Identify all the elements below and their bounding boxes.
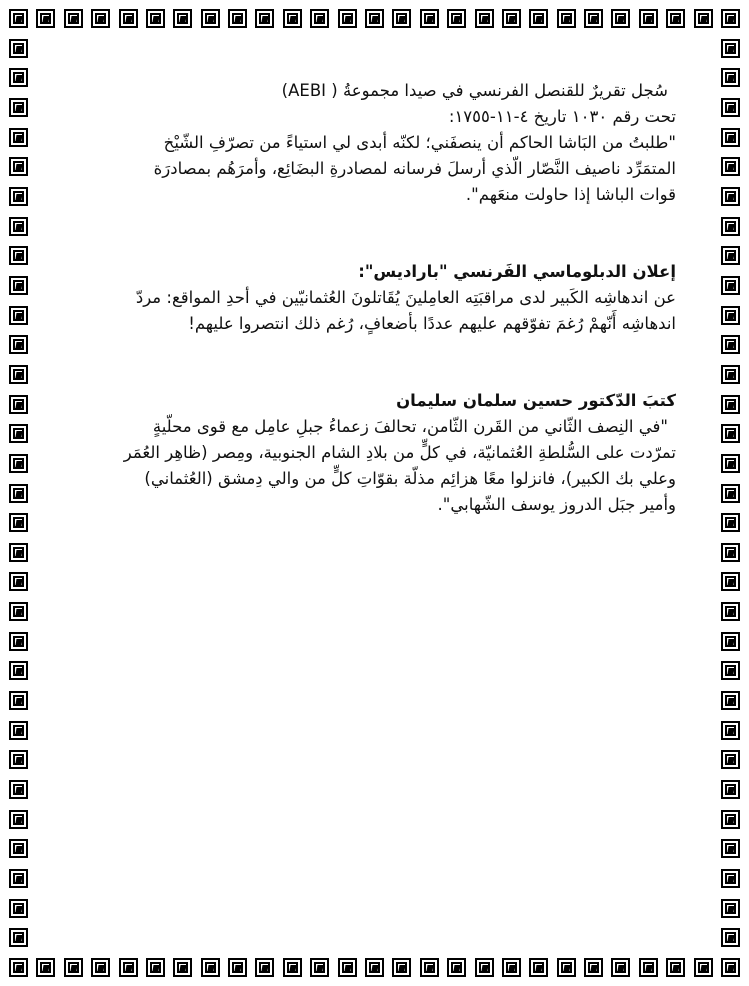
border-tile [475,9,494,28]
border-tile [721,128,740,147]
border-tile [9,9,28,28]
border-tile [146,9,165,28]
border-tile [91,958,110,977]
border-tile [9,217,28,236]
book-quote-line: وأمير جبَل الدروز يوسف الشّهابي". [437,495,676,514]
border-tile [9,454,28,473]
border-tile [721,157,740,176]
border-tile [228,958,247,977]
border-tile [721,661,740,680]
book-quote-line: تمرّدت على السُّلطةِ العُثمانيّة، في كلٍّ من بلادِ الشام الجنوبية، ومِصر (ظاهِر العُمَر [123,443,676,462]
border-tile [721,395,740,414]
border-tile [283,958,302,977]
border-tile [721,306,740,325]
border-tile [721,276,740,295]
border-tile [666,958,685,977]
border-tile [9,513,28,532]
border-tile [9,869,28,888]
border-tile [721,750,740,769]
border-tile [9,632,28,651]
report-source-line: سُجل تقريرٌ للقنصل الفرنسي في صيدا مجموعةُ ( AEBI) [281,81,668,100]
border-tile [721,365,740,384]
border-tile [721,810,740,829]
border-tile [36,958,55,977]
border-tile [721,869,740,888]
border-tile [9,839,28,858]
border-tile [338,9,357,28]
border-tile [119,958,138,977]
border-tile [721,484,740,503]
border-tile [119,9,138,28]
border-tile [666,9,685,28]
border-tile [502,958,521,977]
border-tile [9,187,28,206]
border-tile [721,513,740,532]
border-tile [173,958,192,977]
consul-report-section [70,78,676,208]
border-tile [721,98,740,117]
border-tile [9,691,28,710]
border-tile [721,543,740,562]
border-tile [721,246,740,265]
border-tile [283,9,302,28]
border-tile [639,9,658,28]
border-tile [201,958,220,977]
book-section [70,388,676,518]
consul-quote-line: قوات الباشا إذا حاولت منعَهم". [465,185,676,204]
border-tile [9,543,28,562]
border-tile [9,958,28,977]
border-tile [365,958,384,977]
border-tile [721,39,740,58]
border-tile [721,721,740,740]
document-body [70,78,676,518]
border-tile [9,750,28,769]
border-tile [310,9,329,28]
border-tile [721,217,740,236]
border-tile [9,98,28,117]
border-tile [611,958,630,977]
border-tile [9,484,28,503]
border-tile [557,9,576,28]
border-tile [9,899,28,918]
border-tile [255,9,274,28]
border-tile [721,187,740,206]
border-tile [36,9,55,28]
border-tile [9,246,28,265]
border-tile [310,958,329,977]
border-tile [721,899,740,918]
border-tile [64,9,83,28]
border-tile [721,632,740,651]
border-tile [475,958,494,977]
border-tile [721,454,740,473]
border-tile [9,661,28,680]
border-tile [9,128,28,147]
border-tile [392,958,411,977]
border-tile [420,958,439,977]
border-tile [9,602,28,621]
border-tile [228,9,247,28]
book-quote-line: "في النِصف الثّاني من القَرن الثّامن، تحالفَ زعماءُ جبلِ عامِل مع قوى محلّيةٍ [152,417,668,436]
report-number-line: تحت رقم ١٠٣٠ تاريخ ٤-١١-١٧٥٥: [448,107,676,126]
border-tile [694,958,713,977]
border-tile [502,9,521,28]
border-tile [694,9,713,28]
border-tile [255,958,274,977]
diplomat-heading: إعلان الدبلوماسي الفَرنسي "باراديس": [358,262,676,281]
border-tile [9,721,28,740]
border-tile [557,958,576,977]
border-tile [721,928,740,947]
book-heading: كتبَ الدّكتور حسين سلمان سليمان [396,391,676,410]
border-tile [721,572,740,591]
diplomat-text-line: اندهاشِه أَنّهمْ رُغمَ تفوّقهم عليهم عددًا بأضعافٍ، رُغم ذلك انتصروا عليهم! [188,314,676,333]
border-tile [91,9,110,28]
border-tile [338,958,357,977]
border-tile [9,780,28,799]
border-tile [392,9,411,28]
border-tile [611,9,630,28]
border-tile [584,9,603,28]
border-tile [529,9,548,28]
consul-quote-line: المتمَرِّد ناصيف النَّصّار الّذي أرسلَ فرسانه لمصادرةِ البضَائِع، وأمرَهُم بمصادرَة [153,159,676,178]
border-tile [721,9,740,28]
diplomat-text-line: عن اندهاشِه الكَبير لدى مراقبَتِه العامِلينَ يُقَاتلونَ العُثمانيّين في أحدِ المواقع: مردّ [135,288,676,307]
border-tile [9,928,28,947]
border-tile [721,691,740,710]
border-tile [365,9,384,28]
border-tile [9,276,28,295]
border-tile [721,424,740,443]
border-tile [584,958,603,977]
border-tile [9,335,28,354]
border-tile [9,424,28,443]
border-tile [64,958,83,977]
border-tile [721,780,740,799]
border-tile [529,958,548,977]
border-tile [201,9,220,28]
border-tile [146,958,165,977]
border-tile [721,839,740,858]
border-tile [721,958,740,977]
border-tile [447,958,466,977]
diplomat-section [70,259,676,337]
border-tile [9,572,28,591]
border-tile [9,306,28,325]
border-tile [9,365,28,384]
border-tile [447,9,466,28]
border-tile [9,395,28,414]
border-tile [721,68,740,87]
consul-quote-line: "طلبتُ من البَاشا الحاكم أن ينصفَني؛ لكنّه أبدى لي استياءً من تصرّفِ الشّيْخ [163,133,676,152]
border-tile [173,9,192,28]
book-quote-line: وعلي بك الكبير)، فانزلوا معًا هزائِم مذلّة بقوّاتِ كلٍّ من والي دِمشق (العُثماني) [144,469,676,488]
border-tile [9,157,28,176]
border-tile [9,39,28,58]
border-tile [721,602,740,621]
border-tile [9,68,28,87]
border-tile [9,810,28,829]
border-tile [721,335,740,354]
border-tile [420,9,439,28]
border-tile [639,958,658,977]
